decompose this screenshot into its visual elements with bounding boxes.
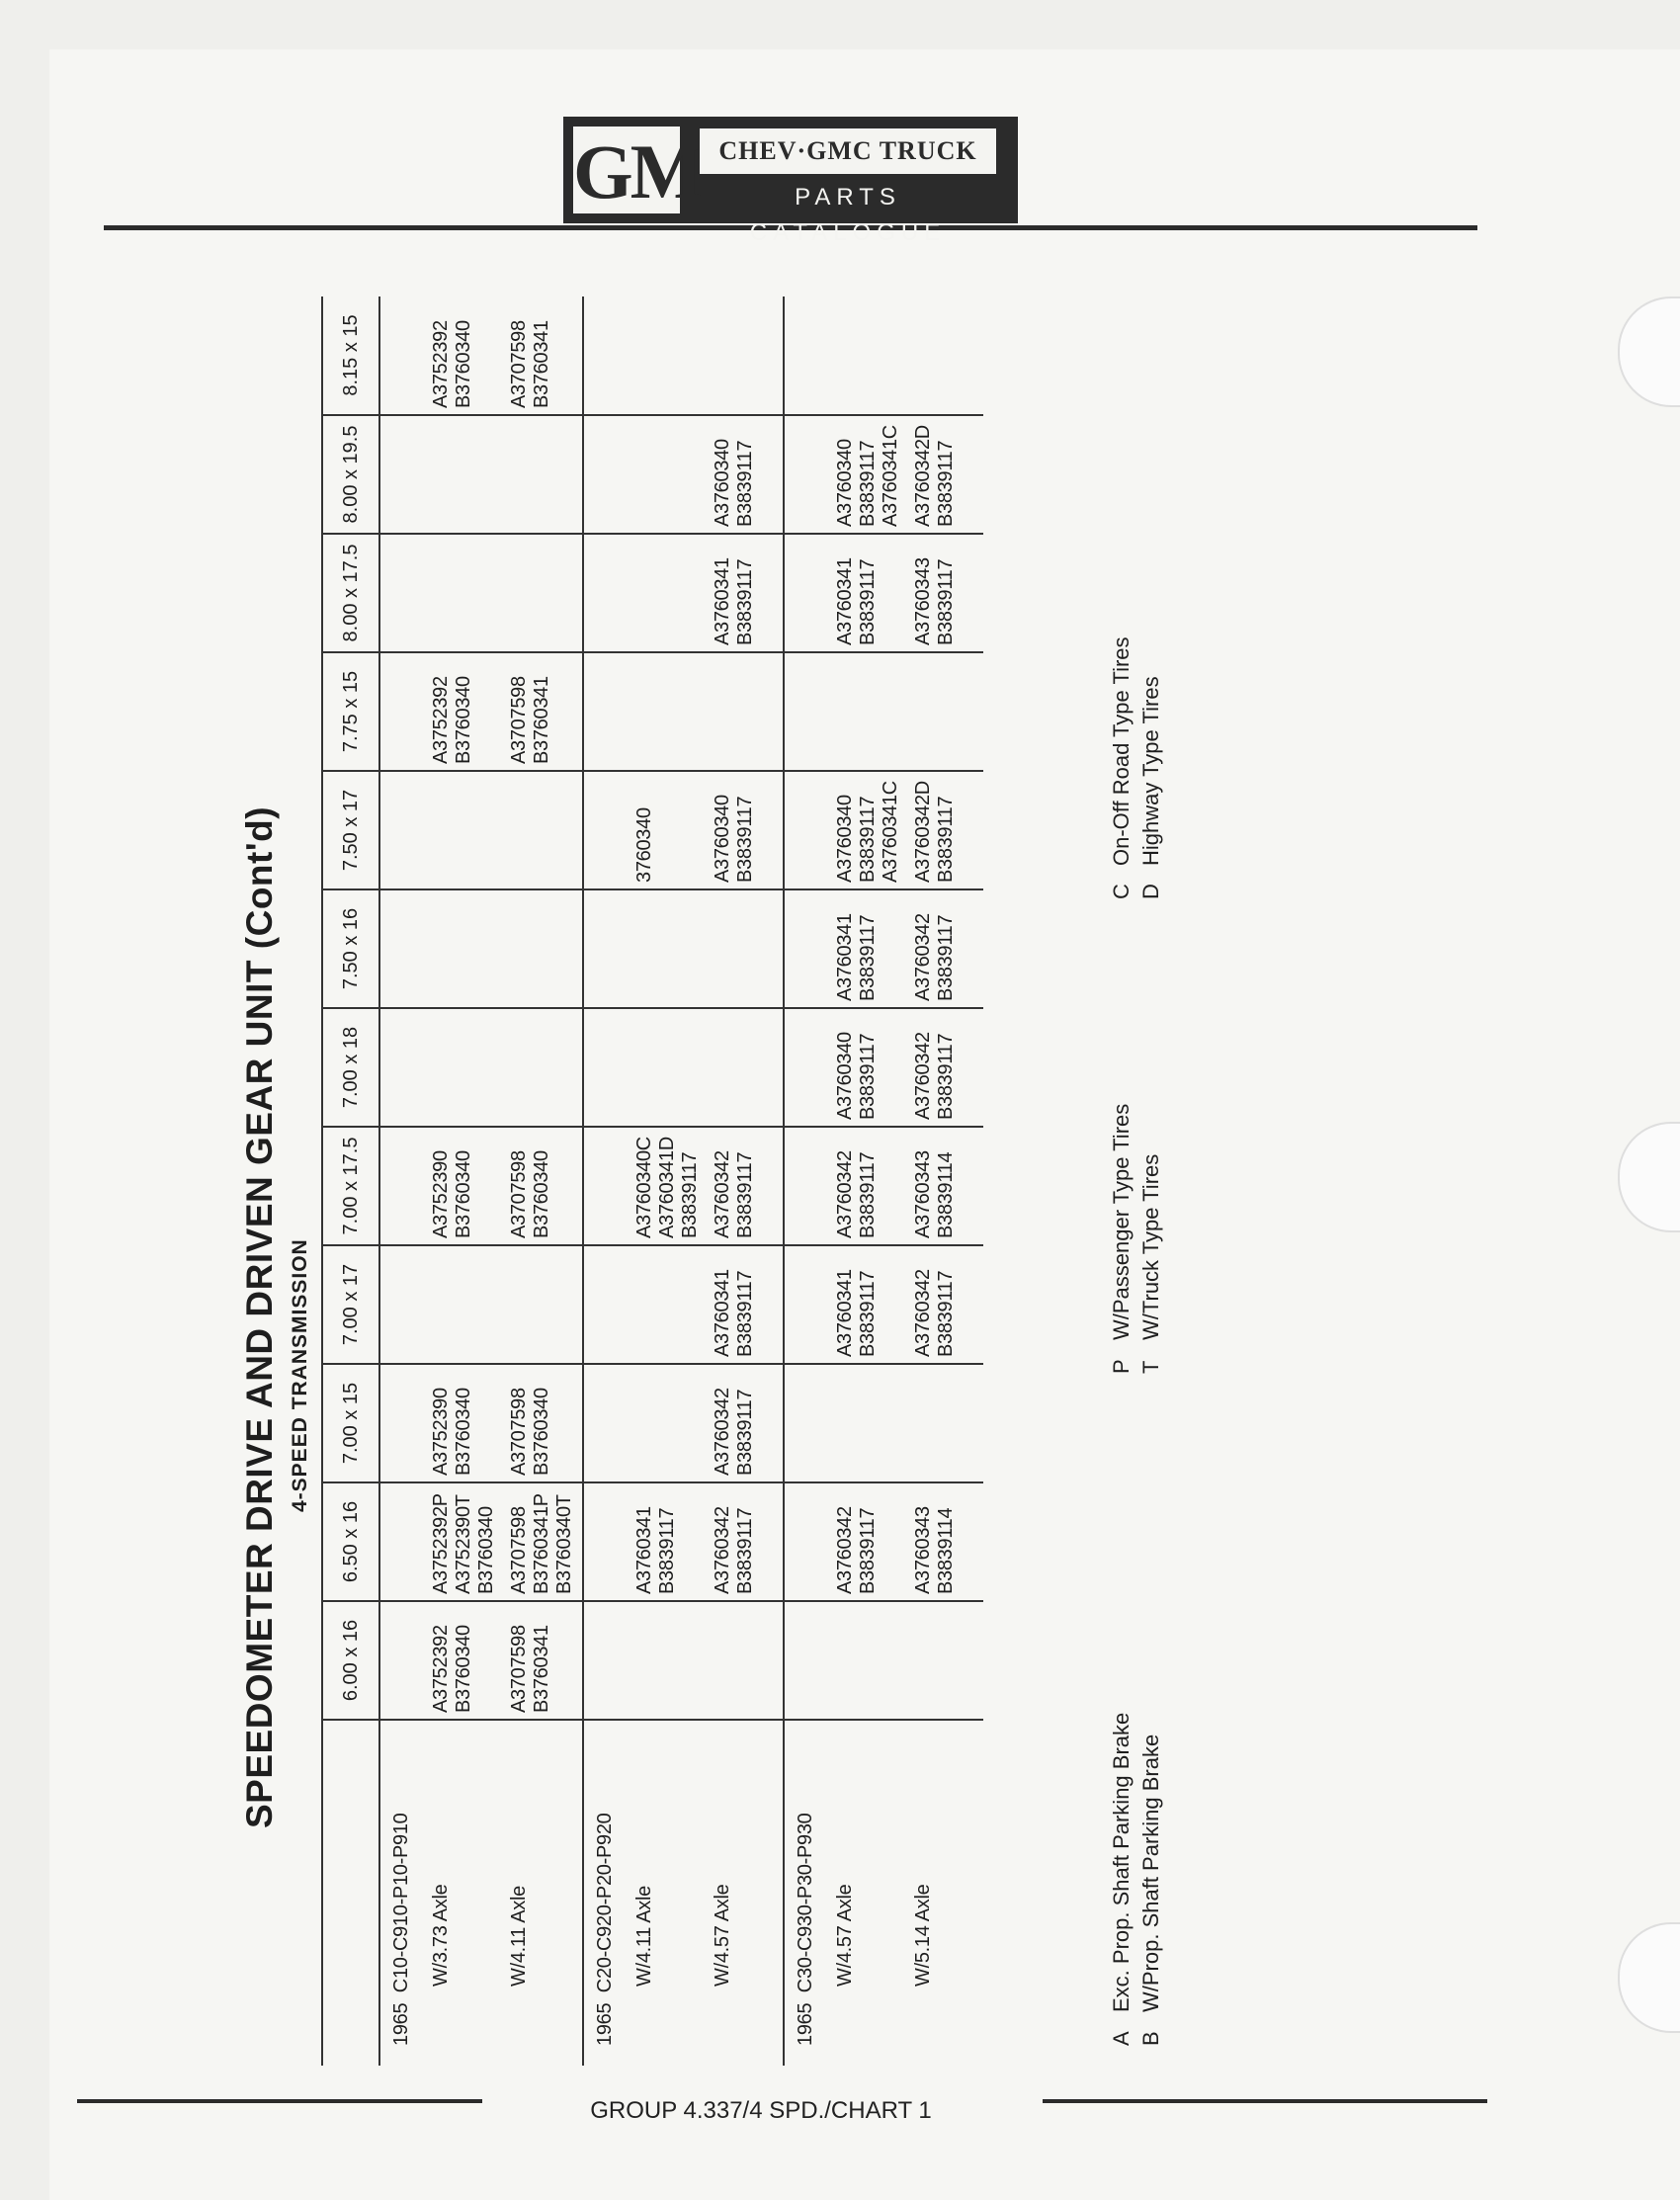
- empty-cell: [784, 1245, 830, 1364]
- part-number-cell: [630, 1008, 708, 1127]
- empty-cell: [583, 1482, 630, 1601]
- empty-cell: [379, 1127, 426, 1245]
- empty-cell: [784, 296, 830, 415]
- empty-cell: [379, 889, 426, 1008]
- legend-text: W/Prop. Shaft Parking Brake: [1138, 1734, 1163, 2012]
- column-header: 6.50 x 16: [322, 1482, 379, 1601]
- legend-item: [1107, 1713, 1136, 2046]
- axle-label: W/3.73 Axle: [430, 1884, 452, 1987]
- part-number-cell: A3760341 B3839117: [830, 1245, 908, 1364]
- axle-label: W/4.11 Axle: [633, 1886, 655, 1987]
- punch-hole: [1618, 1922, 1680, 2033]
- part-number-cell: [630, 1245, 708, 1364]
- part-number-cell: [504, 534, 583, 652]
- column-header: 6.00 x 16: [322, 1601, 379, 1720]
- empty-cell: [583, 1601, 630, 1720]
- empty-cell: [379, 1245, 426, 1364]
- model-group-row: [583, 296, 630, 2066]
- axle-row: [504, 296, 583, 2066]
- part-number-cell: [830, 652, 908, 771]
- model-cell: [784, 1720, 830, 2066]
- model-series: C10-C910-P10-P910: [390, 1813, 412, 1993]
- part-number-cell: A3752392 B3760340: [426, 1601, 504, 1720]
- empty-cell: [583, 534, 630, 652]
- model-series: C30-C930-P30-P930: [795, 1813, 816, 1993]
- part-number-cell: A3752390 B3760340: [426, 1364, 504, 1482]
- empty-cell: [583, 1245, 630, 1364]
- part-number-cell: [708, 1008, 784, 1127]
- part-number-cell: A3760340 B3839117: [708, 771, 784, 889]
- model-year: 1965: [390, 2002, 412, 2046]
- part-number-cell: [708, 889, 784, 1008]
- model-year: 1965: [795, 2002, 816, 2046]
- legend-road: [1107, 636, 1166, 899]
- empty-cell: [583, 889, 630, 1008]
- empty-cell: [379, 771, 426, 889]
- part-number-cell: A3752392 B3760340: [426, 296, 504, 415]
- footer-rule: [1043, 2099, 1487, 2103]
- empty-cell: [784, 1601, 830, 1720]
- part-number-cell: A3707598 B3760341: [504, 296, 583, 415]
- page-subtitle: 4-SPEED TRANSMISSION: [289, 1238, 311, 1512]
- header-row: [322, 296, 379, 2066]
- part-number-cell: A3760341 B3839117: [830, 534, 908, 652]
- legend-text: On-Off Road Type Tires: [1109, 636, 1134, 866]
- empty-cell: [379, 534, 426, 652]
- legend-text: Highway Type Tires: [1138, 676, 1163, 866]
- part-number-cell: A3760341 B3839117: [630, 1482, 708, 1601]
- punch-hole: [1618, 1122, 1680, 1232]
- part-number-cell: [908, 296, 983, 415]
- column-header: 8.15 x 15: [322, 296, 379, 415]
- model-series: C20-C920-P20-P920: [594, 1813, 616, 1993]
- part-number-cell: A3760340C A3760341D B3839117: [630, 1127, 708, 1245]
- model-cell: [379, 1720, 426, 2066]
- part-number-cell: [426, 415, 504, 534]
- empty-cell: [583, 415, 630, 534]
- model-group-row: [379, 296, 426, 2066]
- empty-cell: [784, 534, 830, 652]
- part-number-cell: A3760342 B3839117: [708, 1364, 784, 1482]
- gm-mark: GM: [573, 128, 701, 214]
- part-number-cell: [426, 1008, 504, 1127]
- empty-cell: [583, 1364, 630, 1482]
- part-number-cell: [708, 1601, 784, 1720]
- empty-cell: [379, 1008, 426, 1127]
- punch-hole: [1618, 296, 1680, 407]
- part-number-cell: A3760342 B3839117: [908, 1008, 983, 1127]
- part-number-cell: A3760342D B3839117: [908, 415, 983, 534]
- parts-table: [321, 296, 983, 2066]
- column-header: 7.00 x 18: [322, 1008, 379, 1127]
- part-number-cell: 3760340: [630, 771, 708, 889]
- model-cell: [583, 1720, 630, 2066]
- empty-cell: [379, 652, 426, 771]
- part-number-cell: [908, 1601, 983, 1720]
- part-number-cell: [426, 534, 504, 652]
- empty-cell: [583, 1008, 630, 1127]
- column-header: 7.00 x 15: [322, 1364, 379, 1482]
- column-header: 7.00 x 17.5: [322, 1127, 379, 1245]
- part-number-cell: [630, 415, 708, 534]
- part-number-cell: A3752392 B3760340: [426, 652, 504, 771]
- part-number-cell: A3752392P A3752390T B3760340: [426, 1482, 504, 1601]
- part-number-cell: A3760340 B3839117: [830, 1008, 908, 1127]
- legend-code: P: [1109, 1359, 1134, 1374]
- column-header: 7.50 x 17: [322, 771, 379, 889]
- legend-code: A: [1109, 2031, 1134, 2046]
- legend-text: Exc. Prop. Shaft Parking Brake: [1109, 1712, 1134, 2012]
- empty-cell: [784, 1364, 830, 1482]
- part-number-cell: [630, 652, 708, 771]
- part-number-cell: A3760342 B3839117: [908, 1245, 983, 1364]
- part-number-cell: A3760341 B3839117: [708, 534, 784, 652]
- empty-cell: [379, 1364, 426, 1482]
- legend-code: T: [1138, 1360, 1163, 1374]
- empty-cell: [379, 296, 426, 415]
- empty-cell: [379, 1482, 426, 1601]
- part-number-cell: A3707598 B3760340: [504, 1127, 583, 1245]
- part-number-cell: A3760342D B3839117: [908, 771, 983, 889]
- part-number-cell: [504, 771, 583, 889]
- legend-code: D: [1138, 884, 1163, 899]
- empty-cell: [583, 771, 630, 889]
- axle-label: W/5.14 Axle: [912, 1884, 934, 1987]
- part-number-cell: A3760341 B3839117: [708, 1245, 784, 1364]
- legend-tires: [1107, 1104, 1166, 1374]
- legend-item: [1107, 636, 1136, 899]
- part-number-cell: [504, 889, 583, 1008]
- brand-name: CHEV·GMC TRUCK: [700, 128, 996, 174]
- legend-code: B: [1138, 2031, 1163, 2046]
- axle-row: [830, 296, 908, 2066]
- header-blank: [322, 1720, 379, 2066]
- part-number-cell: [830, 1364, 908, 1482]
- legend-text: W/Passenger Type Tires: [1109, 1103, 1134, 1340]
- empty-cell: [583, 296, 630, 415]
- part-number-cell: [504, 415, 583, 534]
- gm-logo: [563, 117, 1018, 246]
- model-year: 1965: [594, 2002, 616, 2046]
- part-number-cell: [504, 1008, 583, 1127]
- part-number-cell: A3760343 B3839117: [908, 534, 983, 652]
- legend-text: W/Truck Type Tires: [1138, 1153, 1163, 1340]
- empty-cell: [784, 889, 830, 1008]
- rotated-chart: [227, 287, 1216, 2066]
- axle-label: W/4.11 Axle: [508, 1886, 530, 1987]
- catalogue-label: PARTS CATALOGUE: [749, 184, 947, 246]
- part-number-cell: [830, 1601, 908, 1720]
- column-header: 7.75 x 15: [322, 652, 379, 771]
- empty-cell: [583, 652, 630, 771]
- legend-item: [1136, 1713, 1166, 2046]
- axle-row: [630, 296, 708, 2066]
- page-title: SPEEDOMETER DRIVE AND DRIVEN GEAR UNIT (Cont'd): [239, 805, 280, 1828]
- part-number-cell: [830, 296, 908, 415]
- part-number-cell: A3760340 B3839117: [708, 415, 784, 534]
- part-number-cell: [426, 771, 504, 889]
- part-number-cell: A3760342 B3839117: [708, 1482, 784, 1601]
- part-number-cell: [630, 534, 708, 652]
- empty-cell: [583, 1127, 630, 1245]
- part-number-cell: A3752390 B3760340: [426, 1127, 504, 1245]
- part-number-cell: A3760342 B3839117: [830, 1482, 908, 1601]
- column-header: 8.00 x 19.5: [322, 415, 379, 534]
- part-number-cell: A3707598 B3760340: [504, 1364, 583, 1482]
- part-number-cell: [908, 1364, 983, 1482]
- part-number-cell: [504, 1245, 583, 1364]
- empty-cell: [784, 1127, 830, 1245]
- empty-cell: [379, 415, 426, 534]
- part-number-cell: [708, 652, 784, 771]
- group-reference: GROUP 4.337/4 SPD./CHART 1: [590, 2097, 932, 2124]
- empty-cell: [784, 771, 830, 889]
- part-number-cell: A3760340 B3839117 A3760341C: [830, 771, 908, 889]
- part-number-cell: [908, 652, 983, 771]
- model-group-row: [784, 296, 830, 2066]
- part-number-cell: A3760341 B3839117: [830, 889, 908, 1008]
- part-number-cell: A3760342 B3839117: [708, 1127, 784, 1245]
- part-number-cell: A3707598 B3760341: [504, 652, 583, 771]
- part-number-cell: A3760342 B3839117: [908, 889, 983, 1008]
- axle-label: W/4.57 Axle: [712, 1884, 733, 1987]
- part-number-cell: [426, 889, 504, 1008]
- column-header: 7.00 x 17: [322, 1245, 379, 1364]
- empty-cell: [379, 1601, 426, 1720]
- empty-cell: [784, 415, 830, 534]
- empty-cell: [784, 1008, 830, 1127]
- footer-rule: [77, 2099, 482, 2103]
- empty-cell: [784, 1482, 830, 1601]
- column-header: 7.50 x 16: [322, 889, 379, 1008]
- part-number-cell: A3760340 B3839117 A3760341C: [830, 415, 908, 534]
- axle-row: [426, 296, 504, 2066]
- part-number-cell: A3707598 B3760341P B3760340T: [504, 1482, 583, 1601]
- part-number-cell: A3760342 B3839117: [830, 1127, 908, 1245]
- legend-brake: [1107, 1713, 1166, 2046]
- part-number-cell: [630, 1601, 708, 1720]
- legend-code: C: [1109, 884, 1134, 899]
- part-number-cell: A3707598 B3760341: [504, 1601, 583, 1720]
- part-number-cell: [708, 296, 784, 415]
- legend-item: [1136, 1104, 1166, 1374]
- empty-cell: [784, 652, 830, 771]
- part-number-cell: [630, 1364, 708, 1482]
- legend-item: [1107, 1104, 1136, 1374]
- part-number-cell: [630, 296, 708, 415]
- part-number-cell: A3760343 B3839114: [908, 1127, 983, 1245]
- axle-row: [908, 296, 983, 2066]
- part-number-cell: [426, 1245, 504, 1364]
- axle-row: [708, 296, 784, 2066]
- column-header: 8.00 x 17.5: [322, 534, 379, 652]
- part-number-cell: A3760343 B3839114: [908, 1482, 983, 1601]
- part-number-cell: [630, 889, 708, 1008]
- legend-item: [1136, 636, 1166, 899]
- axle-label: W/4.57 Axle: [834, 1884, 856, 1987]
